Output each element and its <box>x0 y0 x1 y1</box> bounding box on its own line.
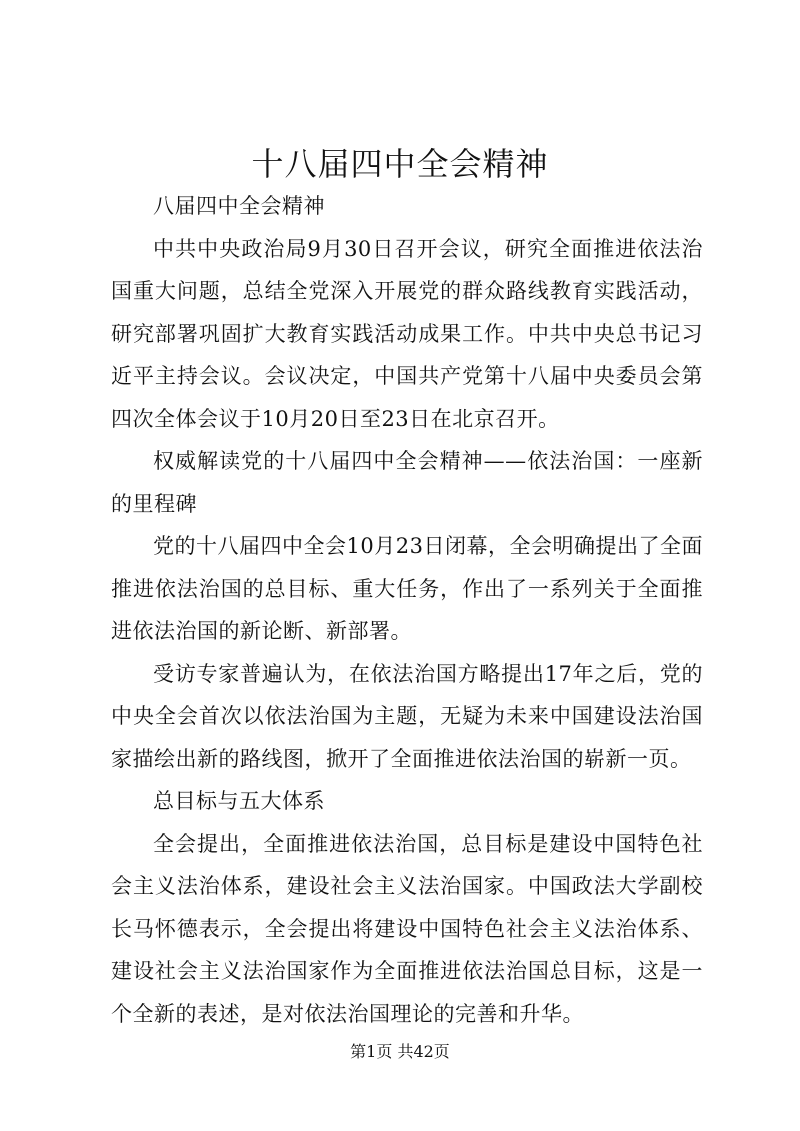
document-title: 十八届四中全会精神 <box>251 145 549 183</box>
paragraph-section-heading-goals: 总目标与五大体系 <box>153 789 325 813</box>
paragraph-expert-opinion: 受访专家普遍认为，在依法治国方略提出17年之后，党的中央全会首次以依法治国为主题，无疑为未来中国建设法治国家描绘出新的路线图，掀开了全面推进依法治国的崭新一页。 <box>111 661 703 771</box>
paragraph-overall-goal: 全会提出，全面推进依法治国，总目标是建设中国特色社会主义法治体系，建设社会主义法治国家。中国政法大学副校长马怀德表示，全会提出将建设中国特色社会主义法治体系、建设社会主义法治国家作为全面推进依法治国总目标，这是一个全新的表述，是对依法治国理论的完善和升华。 <box>111 831 703 1026</box>
paragraph-section-heading-interpretation: 权威解读党的十八届四中全会精神——依法治国：一座新的里程碑 <box>111 449 703 516</box>
document-body <box>111 185 703 1035</box>
paragraph-subtitle: 八届四中全会精神 <box>153 194 325 218</box>
paragraph-plenum-closing: 党的十八届四中全会10月23日闭幕，全会明确提出了全面推进依法治国的总目标、重大任务，作出了一系列关于全面推进依法治国的新论断、新部署。 <box>111 534 703 643</box>
paragraph-meeting-announcement: 中共中央政治局9月30日召开会议，研究全面推进依法治国重大问题，总结全党深入开展党的群众路线教育实践活动，研究部署巩固扩大教育实践活动成果工作。中共中央总书记习近平主持会议。会议决定，中国共产党第十八届中央委员会第四次全体会议于10月20日至23日在北京召开。 <box>111 236 703 431</box>
page-number-footer: 第1页 共42页 <box>350 1042 450 1061</box>
